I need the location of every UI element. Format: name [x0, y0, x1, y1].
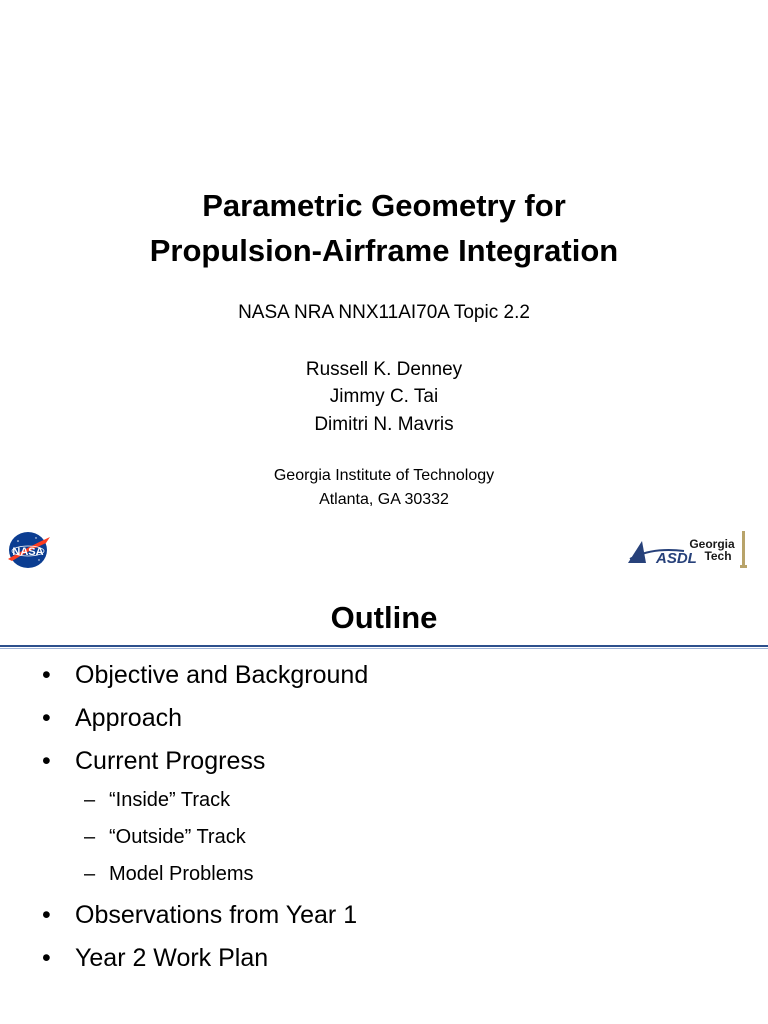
- author-1: Russell K. Denney: [305, 359, 463, 380]
- institution: Georgia Institute of Technology: [273, 467, 495, 484]
- bullet-item: [42, 701, 182, 735]
- bullet-glyph: •: [42, 661, 51, 689]
- nasa-logo-icon: [6, 529, 52, 571]
- bullet-glyph: •: [42, 704, 51, 732]
- sub-bullet-item: [84, 786, 230, 814]
- slide-title-line-2: Propulsion-Airframe Integration: [149, 233, 619, 268]
- asdl-georgia-tech-logo-icon: [626, 529, 750, 569]
- bullet-text: Year 2 Work Plan: [75, 944, 269, 972]
- dash-glyph: –: [84, 826, 96, 848]
- gt-logo-line-2: Tech: [704, 549, 732, 563]
- bullet-text: Observations from Year 1: [75, 901, 358, 929]
- sub-bullet-text: “Outside” Track: [109, 826, 246, 848]
- bullet-glyph: •: [42, 944, 51, 972]
- outline-title: Outline: [330, 600, 438, 635]
- address: Atlanta, GA 30332: [319, 491, 449, 508]
- bullet-glyph: •: [42, 747, 51, 775]
- bullet-item: [42, 658, 368, 692]
- sub-bullet-item: [84, 860, 254, 888]
- title-divider: [0, 645, 768, 647]
- dash-glyph: –: [84, 789, 96, 811]
- bullet-item: [42, 744, 265, 778]
- author-2: Jimmy C. Tai: [329, 386, 439, 407]
- title-divider-shadow: [0, 648, 768, 649]
- asdl-logo-text: ASDL: [656, 550, 697, 567]
- grant-number: NASA NRA NNX11AI70A Topic 2.2: [238, 302, 530, 323]
- bullet-item: [42, 898, 357, 932]
- sub-bullet-item: [84, 823, 246, 851]
- bullet-text: Objective and Background: [75, 661, 369, 689]
- author-3: Dimitri N. Mavris: [314, 414, 454, 435]
- nasa-logo-text: NASA: [12, 546, 44, 558]
- bullet-glyph: •: [42, 901, 51, 929]
- sub-bullet-text: Model Problems: [109, 863, 254, 885]
- bullet-text: Current Progress: [75, 747, 266, 775]
- bullet-text: Approach: [75, 704, 183, 732]
- dash-glyph: –: [84, 863, 96, 885]
- gt-logo-line-1: Georgia: [689, 537, 735, 551]
- bullet-item: [42, 941, 268, 975]
- slide-title-line-1: Parametric Geometry for: [202, 188, 566, 223]
- sub-bullet-text: “Inside” Track: [109, 789, 231, 811]
